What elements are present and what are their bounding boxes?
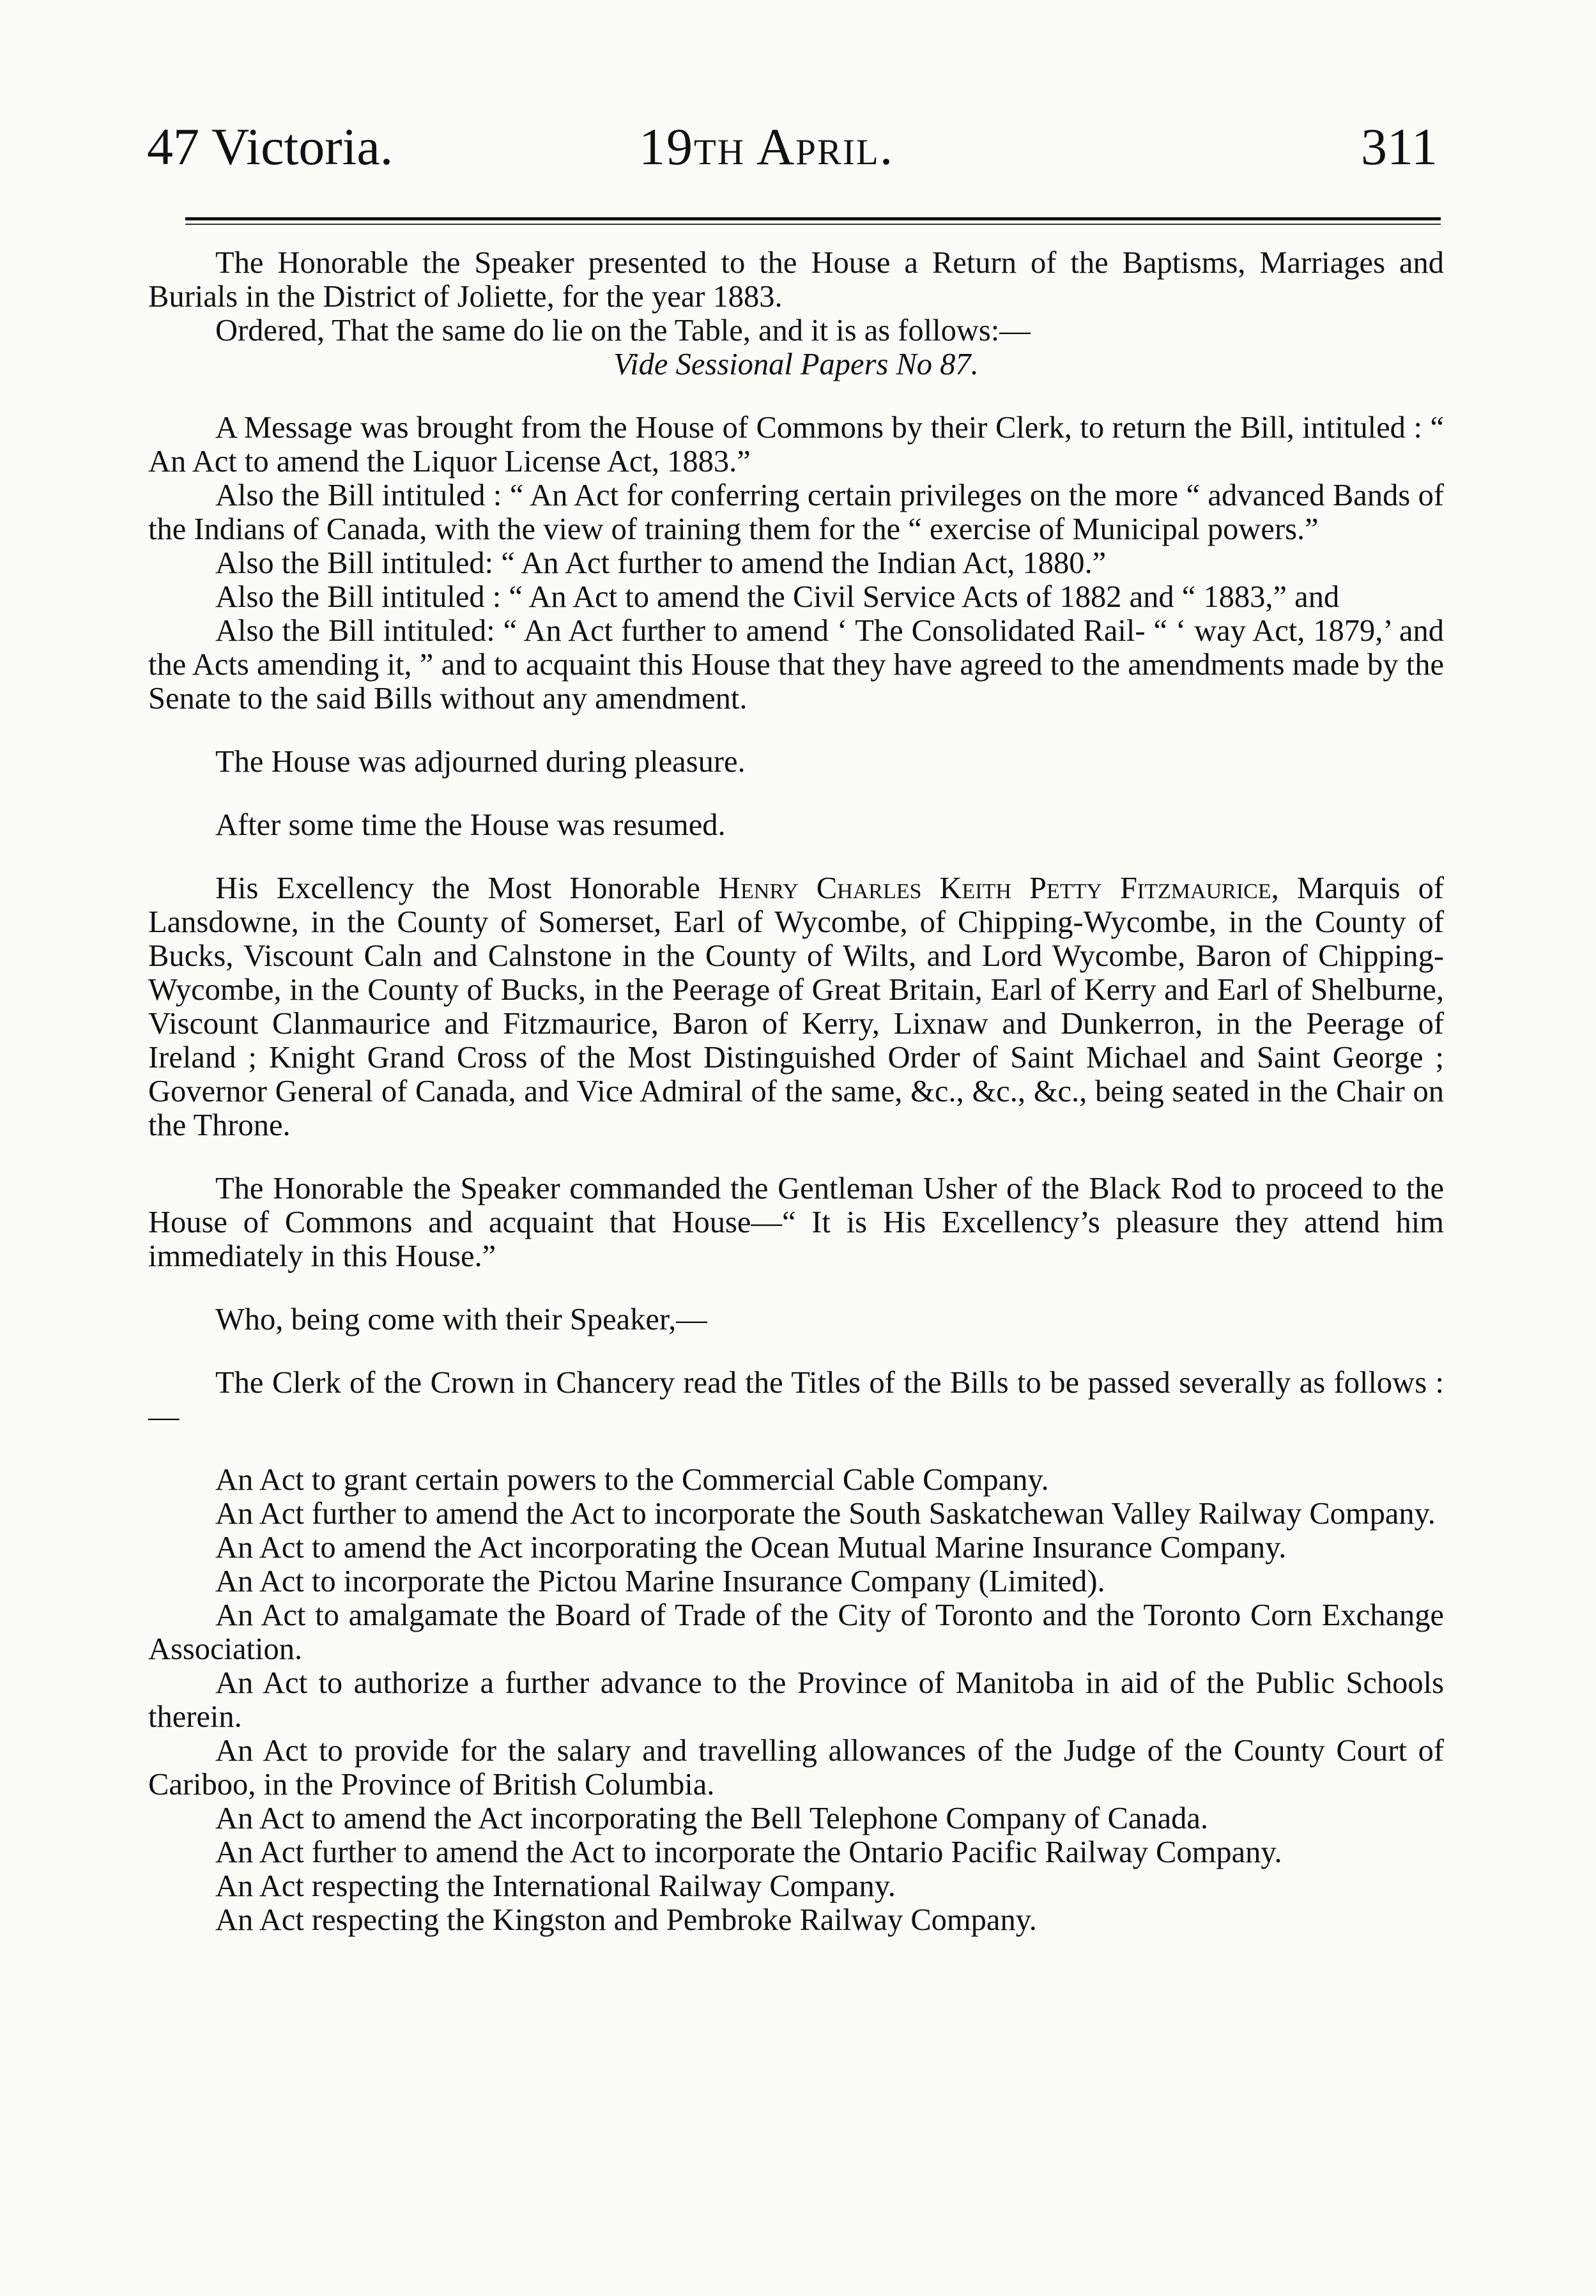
bills-list [148,1463,1444,1937]
governor-name: Henry Charles Keith Petty Fitzmaurice [718,871,1271,905]
bill-item: An Act to amend the Act incorporating the Bell Telephone Company of Canada. [215,1802,1209,1835]
governor-title-text: His Excellency the Most Honorable [215,871,718,905]
paragraph-adjourned: The House was adjourned during pleasure. [215,745,746,779]
paragraph-clerk-reads: The Clerk of the Crown in Chancery read the Titles of the Bills to be passed severally as follows :— [148,1366,1444,1434]
paragraph-bill-railway: Also the Bill intituled: “ An Act further to amend ‘ The Consolidated Rail- “ ‘ way Act, 1879,’ and the Acts amending it, ” and to acquaint this House that they have agreed to the amendments made by the Senate to the said Bills without any amendment. [148,614,1444,716]
paragraph-message-commons: A Message was brought from the House of Commons by their Clerk, to return the Bill, intituled : “ An Act to amend the Liquor License Act, 1883.” [148,411,1444,478]
bill-item: An Act to incorporate the Pictou Marine Insurance Company (Limited). [215,1565,1105,1598]
page-body [148,246,1444,1937]
paragraph-ordered: Ordered, That the same do lie on the Table, and it is as follows:— [215,314,1031,348]
bill-item: An Act further to amend the Act to incorporate the South Saskatchewan Valley Railway Company. [215,1497,1436,1531]
paragraph-bill-civil-service: Also the Bill intituled : “ An Act to amend the Civil Service Acts of 1882 and “ 1883,” and [215,580,1340,614]
bill-item: An Act to grant certain powers to the Commercial Cable Company. [215,1463,1049,1497]
paragraph-return-presented: The Honorable the Speaker presented to the House a Return of the Baptisms, Marriages and Burials in the District of Joliette, for the year 1883. [148,246,1444,314]
paragraph-black-rod: The Honorable the Speaker commanded the Gentleman Usher of the Black Rod to proceed to the House of Commons and acquaint that House—“ It is His Excellency’s pleasure they attend him immediately in this House.” [148,1172,1444,1273]
bill-item: An Act to amend the Act incorporating the Ocean Mutual Marine Insurance Company. [215,1531,1287,1565]
header-rule [185,217,1441,220]
page-header [147,112,1438,188]
bill-item: An Act to amalgamate the Board of Trade of the City of Toronto and the Toronto Corn Exchange Association. [148,1598,1444,1666]
page-number: 311 [1361,118,1438,176]
header-date: 19th April. [639,118,894,176]
bill-item: An Act to authorize a further advance to the Province of Manitoba in aid of the Public Schools therein. [148,1666,1444,1734]
paragraph-resumed: After some time the House was resumed. [215,808,726,842]
paragraph-bill-indian-act: Also the Bill intituled: “ An Act further to amend the Indian Act, 1880.” [215,546,1107,580]
paragraph-governor-general [148,871,1444,1142]
bill-item: An Act to provide for the salary and travelling allowances of the Judge of the County Court of Cariboo, in the Province of British Columbia. [148,1734,1444,1802]
governor-titles-text: , Marquis of Lansdowne, in the County of Somerset, Earl of Wycombe, of Chipping-Wycombe, in the County of Bucks, Viscount Caln and Calnstone in the County of Wilts, and Lord Wycombe, Baron of Chipping-Wycombe, in the County of Bucks, in the Peerage of Great Britain, Earl of Kerry and Earl of Shelburne, Viscount Clanmaurice and Fitzmaurice, Baron of Kerry, Lixnaw and Dunkerron, in the Peerage of Ireland ; Knight Grand Cross of the Most Distinguished Order of Saint Michael and Saint George ; Governor General of Canada, and Vice Admiral of the same, &c., &c., &c., being seated in the Chair on the Throne. [148,871,1444,1142]
regnal-year: 47 Victoria. [147,118,394,176]
bill-item: An Act further to amend the Act to incorporate the Ontario Pacific Railway Company. [215,1835,1282,1869]
paragraph-bill-indians: Also the Bill intituled : “ An Act for conferring certain privileges on the more “ advanced Bands of the Indians of Canada, with the view of training them for the “ exercise of Municipal powers.” [148,478,1444,546]
header-rule-thin [185,224,1441,225]
bill-item: An Act respecting the Kingston and Pembroke Railway Company. [215,1903,1037,1937]
bill-item: An Act respecting the International Railway Company. [215,1869,896,1903]
sessional-papers-reference: Vide Sessional Papers No 87. [613,348,979,381]
paragraph-commons-arrive: Who, being come with their Speaker,— [215,1303,707,1336]
